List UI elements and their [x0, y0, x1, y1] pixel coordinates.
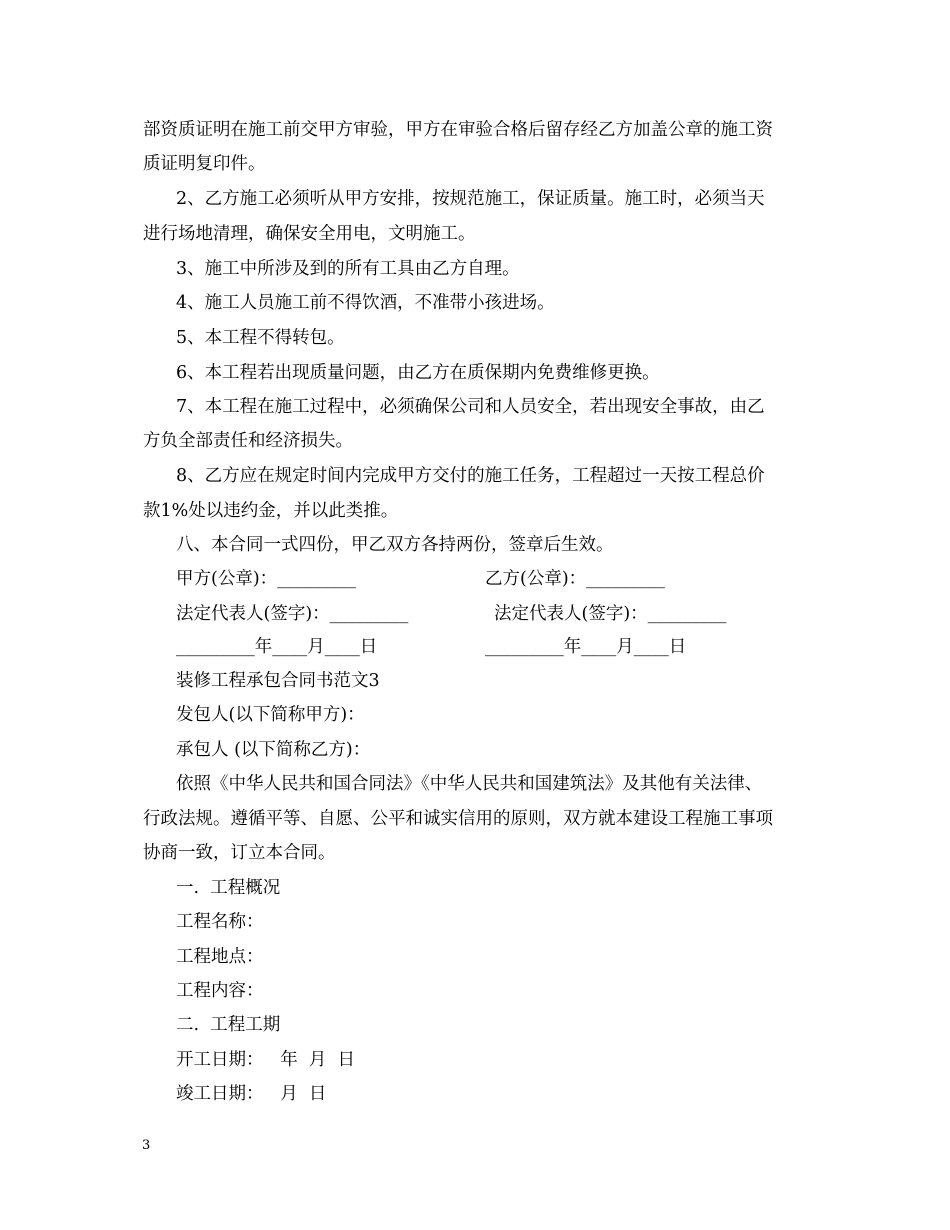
paragraph-line: 行政法规。遵循平等、自愿、公平和诚实信用的原则，双方就本建设工程施工事项	[143, 809, 773, 829]
party-a-date: _________年____月____日	[176, 637, 378, 657]
clause-article-8: 八、本合同一式四份，甲乙双方各持两份，签章后生效。	[176, 535, 614, 555]
party-b-date: _________年____月____日	[485, 637, 687, 657]
paragraph-line: 质证明复印件。	[143, 154, 266, 174]
start-date-field: 开工日期： 年 月 日	[176, 1050, 355, 1070]
heading-project-overview: 一. 工程概况	[176, 878, 281, 898]
party-b-representative: 法定代表人(签字)：_________	[494, 604, 727, 624]
clause-8: 8、乙方应在规定时间内完成甲方交付的施工任务，工程超过一天按工程总价	[176, 466, 765, 486]
project-location-field: 工程地点：	[176, 947, 264, 967]
party-a-representative: 法定代表人(签字)：_________	[176, 604, 409, 624]
clause-3: 3、施工中所涉及到的所有工具由乙方自理。	[176, 259, 520, 279]
contractor-line: 承包人 (以下简称乙方)：	[176, 740, 371, 760]
paragraph-line: 部资质证明在施工前交甲方审验，甲方在审验合格后留存经乙方加盖公章的施工资	[143, 120, 773, 140]
party-a-seal: 甲方(公章)：_________	[176, 569, 356, 589]
paragraph-line: 协商一致，订立本合同。	[143, 843, 336, 863]
paragraph-line: 依照《中华人民共和国合同法》《中华人民共和国建筑法》及其他有关法律、	[176, 774, 763, 794]
clause-7: 7、本工程在施工过程中，必须确保公司和人员安全，若出现安全事故，由乙	[176, 397, 765, 417]
page-number: 3	[142, 1138, 151, 1153]
heading-project-schedule: 二. 工程工期	[176, 1015, 281, 1035]
section-title: 装修工程承包合同书范文3	[176, 671, 380, 691]
project-content-field: 工程内容：	[176, 981, 264, 1001]
paragraph-line: 方负全部责任和经济损失。	[143, 431, 353, 451]
employer-line: 发包人(以下简称甲方)：	[176, 705, 365, 725]
paragraph-line: 进行场地清理，确保安全用电，文明施工。	[143, 224, 476, 244]
clause-6: 6、本工程若出现质量问题，由乙方在质保期内免费维修更换。	[176, 363, 660, 383]
party-b-seal: 乙方(公章)：_________	[485, 569, 665, 589]
clause-2: 2、乙方施工必须听从甲方安排，按规范施工，保证质量。施工时，必须当天	[176, 189, 765, 209]
paragraph-line: 款1%处以违约金，并以此类推。	[143, 501, 399, 521]
project-name-field: 工程名称：	[176, 912, 264, 932]
completion-date-field: 竣工日期： 月 日	[176, 1084, 327, 1104]
clause-4: 4、施工人员施工前不得饮酒，不准带小孩进场。	[176, 293, 555, 313]
clause-5: 5、本工程不得转包。	[176, 328, 345, 348]
